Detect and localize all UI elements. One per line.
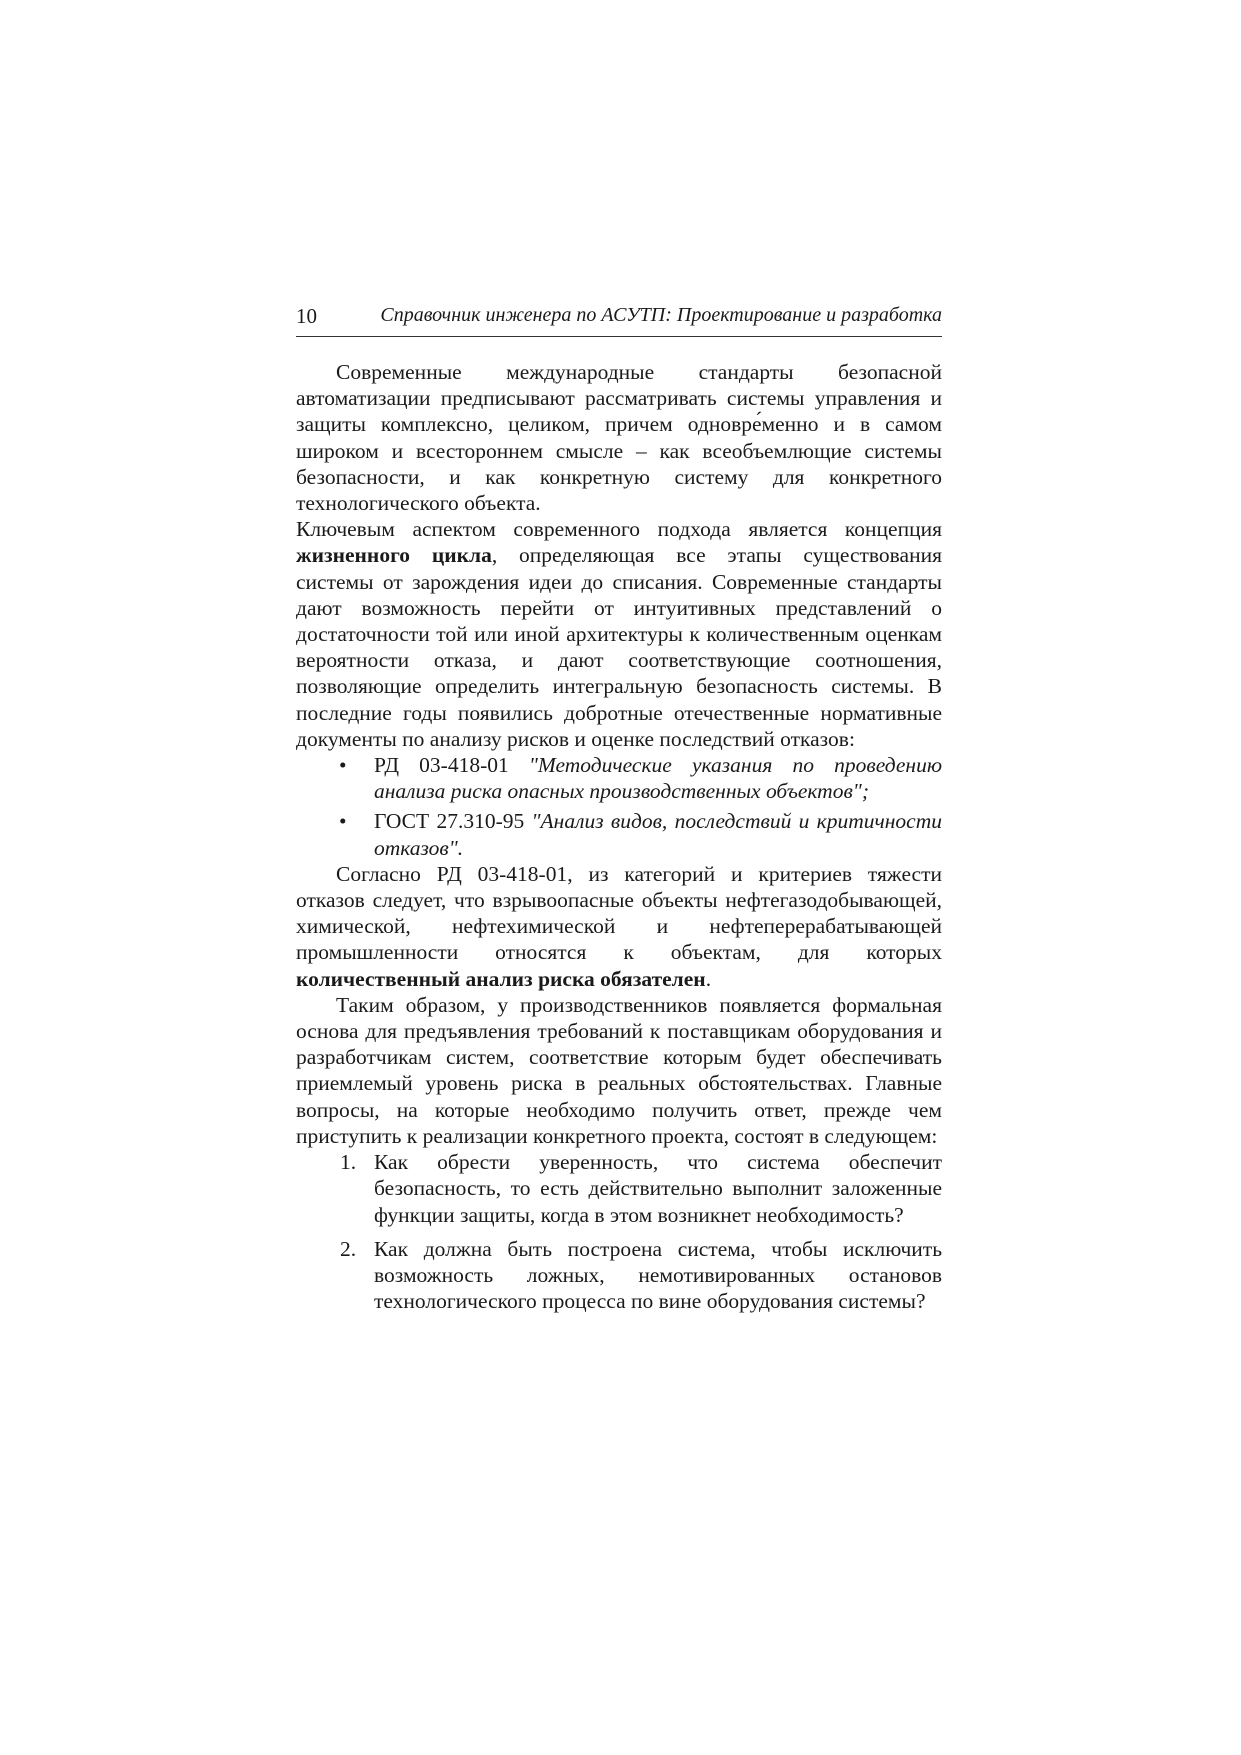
list-item [296, 1236, 942, 1315]
normative-documents-list [296, 752, 942, 861]
document-title: "Методические указания по проведению анализа риска опасных производственных объектов"; [374, 753, 942, 804]
paragraph-risk-analysis [296, 861, 942, 992]
emphasis-life-cycle: жизненного цикла [296, 543, 492, 568]
question-text: Как обрести уверенность, что система обеспечит безопасность, то есть действительно выполнит заложенные функции защиты, когда в этом возникнет необходимость? [374, 1150, 942, 1227]
running-title: Справочник инженера по АСУТП: Проектирование и разработка [380, 304, 942, 326]
document-title: "Анализ видов, последствий и критичности отказов". [374, 809, 942, 860]
page-number: 10 [296, 304, 317, 328]
list-number: 2. [340, 1236, 357, 1261]
paragraph-text: Ключевым аспектом современного подхода является концепция [296, 517, 942, 542]
paragraph-intro: Современные международные стандарты безопасной автоматизации предписывают рассматривать системы управления и защиты комплексно, целиком, причем одновре́менно и в самом широком и всестороннем смысле – как всеобъемлющие системы безопасности, и как конкретную систему для конкретного технологического объекта. [296, 360, 942, 516]
emphasis-risk-analysis: количественный анализ риска обязателен [296, 966, 706, 991]
list-item [296, 1149, 942, 1228]
page-body [296, 359, 942, 1314]
bullet-marker: • [339, 809, 347, 834]
paragraph-text: Согласно РД 03-418-01, из категорий и критериев тяжести отказов следует, что взрывоопасные объекты нефтегазодобывающей, химической, нефтехимической и нефтеперерабатывающей промышленности относятся к объектам, для которых [296, 861, 942, 965]
list-item [296, 752, 942, 804]
page-header [296, 300, 942, 337]
document-code: РД 03-418-01 [374, 753, 529, 778]
question-text: Как должна быть построена система, чтобы исключить возможность ложных, немотивированных остановов технологического процесса по вине оборудования системы? [374, 1236, 942, 1314]
list-number: 1. [340, 1150, 357, 1175]
book-page [296, 300, 942, 1314]
paragraph-text: , определяющая все этапы существования системы от зарождения идеи до списания. Современные стандарты дают возможность перейти от интуитивных представлений о достаточности той или иной архитектуры к количественным оценкам вероятности отказа, и дают соответствующие соотношения, позволяющие определить интегральную безопасность системы. В последние годы появились добротные отечественные нормативные документы по анализу рисков и оценке последствий отказов: [296, 543, 942, 751]
bullet-marker: • [339, 753, 347, 778]
paragraph-questions-intro: Таким образом, у производственников появляется формальная основа для предъявления требований к поставщикам оборудования и разработчикам систем, соответствие которым будет обеспечивать приемлемый уровень риска в реальных обстоятельствах. Главные вопросы, на которые необходимо получить ответ, прежде чем приступить к реализации конкретного проекта, состоят в следующем: [296, 992, 942, 1148]
paragraph-text: . [705, 966, 712, 991]
questions-list [296, 1149, 942, 1314]
paragraph-life-cycle [296, 516, 942, 752]
list-item [296, 808, 942, 860]
document-code: ГОСТ 27.310-95 [374, 809, 532, 834]
